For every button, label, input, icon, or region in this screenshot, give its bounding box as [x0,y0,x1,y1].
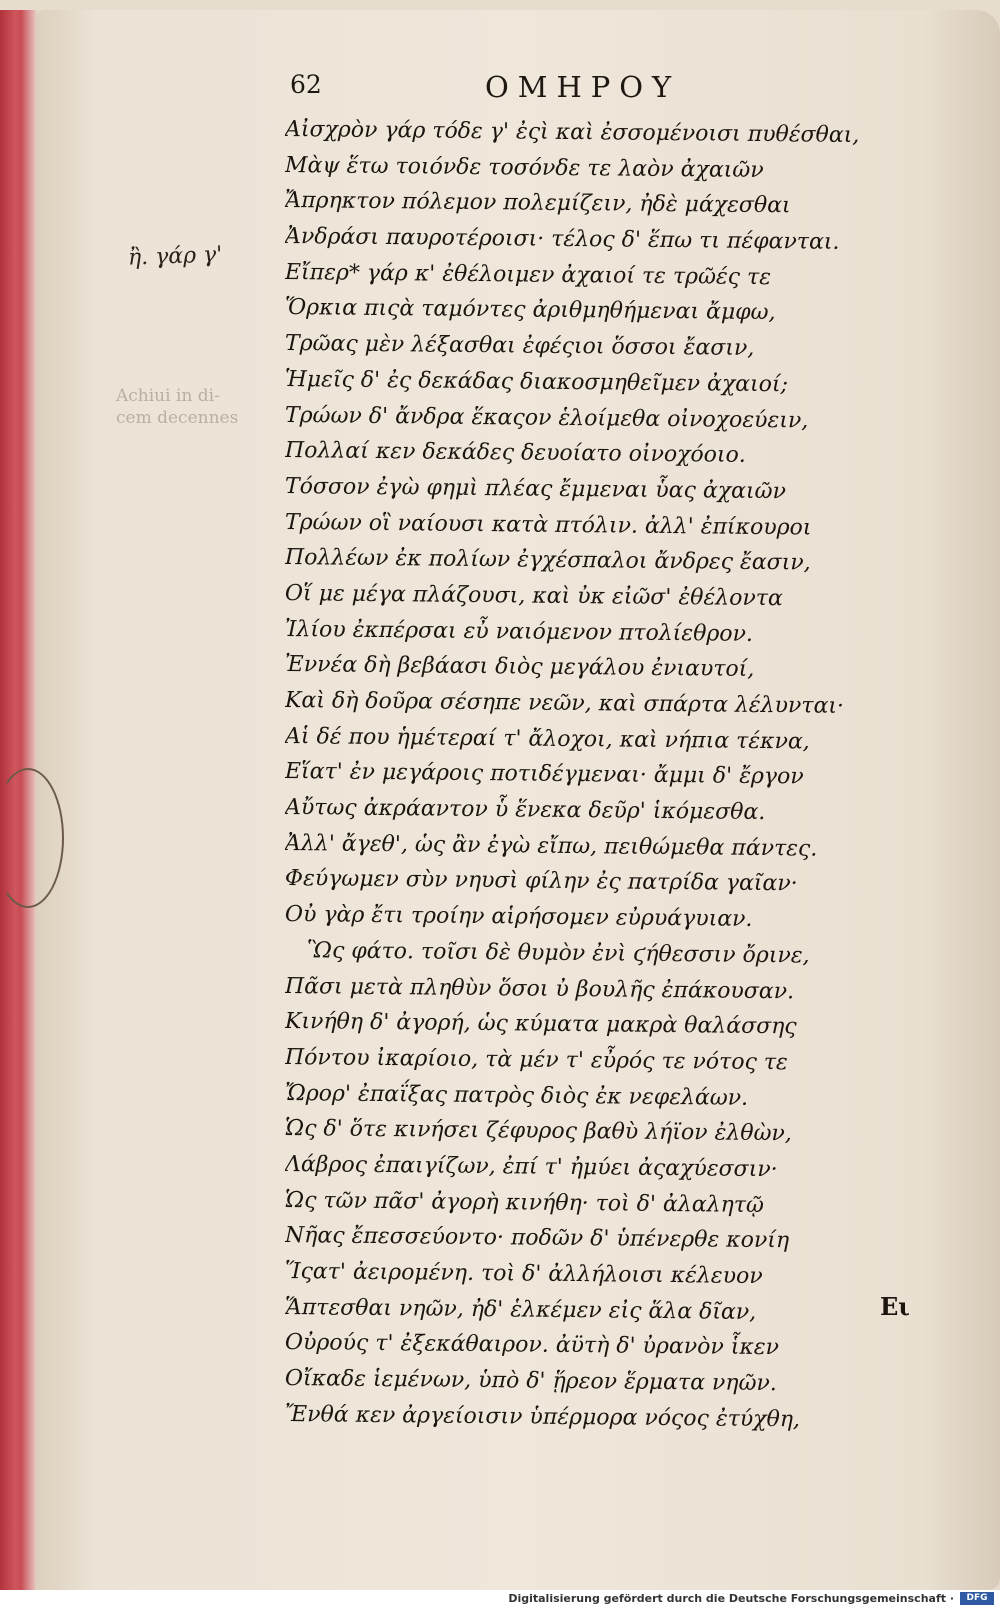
footer-bar [0,1590,1000,1610]
poem-line: Πόντου ἰκαρίοιο, τὰ μέν τ' εὖρός τε νότος τε [284,1044,788,1076]
poem-line: Πολλέων ἐκ πολίων ἐγχέσπαλοι ἄνδρες ἔασιν, [284,545,811,576]
poem-line: Ἐννέα δὴ βεβάασι διὸς μεγάλου ἐνιαυτοί, [284,652,755,683]
poem-line: Φεύγωμεν σὺν νηυσὶ φίλην ἐς πατρίδα γαῖαν· [284,866,798,897]
poem-line: Καὶ δὴ δοῦρα σέσηπε νεῶν, καὶ σπάρτα λέλυνται· [284,688,845,719]
poem-line: Ἵςατ' ἀειρομένη. τοὶ δ' ἀλλήλοισι κέλευον [284,1259,763,1290]
poem-line: Λάβρος ἐπαιγίζων, ἐπί τ' ἠμύει ἀςαχύεσσιν· [284,1151,778,1183]
poem-line: Τόσσον ἐγὼ φημὶ πλέας ἔμμεναι ὗας ἀχαιῶν [284,473,787,505]
poem-line: Νῆας ἔπεσσεύοντο· ποδῶν δ' ὑπένερθε κονίη [284,1223,790,1254]
poem-line: Αἱ δέ που ἡμέτεραί τ' ἄλοχοι, καὶ νήπια τέκνα, [284,723,810,755]
page-number: 62 [290,70,322,99]
poem-line: Οἴκαδε ἱεμένων, ὑπὸ δ' ᾕρεον ἕρματα νηῶν. [284,1366,777,1397]
poem-line: Ὡς δ' ὅτε κινήσει ζέφυρος βαθὺ λήϊον ἐλθὼν, [284,1116,792,1147]
bleed-through-text [116,385,276,429]
poem-line: Ὤρορ' ἐπαΐξας πατρὸς διὸς ἐκ νεφελάων. [284,1080,749,1111]
poem-line: Τρῶας μὲν λέξασθαι ἐφέςιοι ὅσσοι ἔασιν, [284,331,755,362]
poem-line: Οὐρούς τ' ἐξεκάθαιρον. ἀϋτὴ δ' ὐρανὸν ἷκεν [284,1330,780,1361]
catchword: Ει [880,1292,910,1321]
poem-line: Εἴπερ* γάρ κ' ἐθέλοιμεν ἀχαιοί τε τρῶές τε [284,259,772,290]
poem-line: Πᾶσι μετὰ πληθὺν ὅσοι ὐ βουλῆς ἐπάκουσαν. [284,973,795,1004]
bleed-line: cem decennes [116,408,239,428]
running-head [290,70,740,110]
bleed-line: Achiui in di- [116,386,220,406]
poem-line: Τρώων οἳ ναίουσι κατὰ πτόλιν. ἀλλ' ἐπίκουροι [284,509,812,541]
poem-line: Ὅρκια πιςὰ ταμόντες ἀριθμηθήμεναι ἄμφω, [284,295,776,326]
poem-line: Ἄπρηκτον πόλεμον πολεμίζειν, ἠδὲ μάχεσθαι [284,188,791,219]
poem-text [285,112,885,1432]
poem-line: Ἀνδράσι παυροτέροισι· τέλος δ' ἕπω τι πέφανται. [284,224,840,255]
poem-line: Εἵατ' ἐν μεγάροις ποτιδέγμεναι· ἄμμι δ' ἔργον [284,759,804,790]
poem-line: Αἰσχρὸν γάρ τόδε γ' ἐςὶ καὶ ἐσσομένοισι πυθέσθαι, [284,117,860,149]
poem-line: Μὰψ ἕτω τοιόνδε τοσόνδε τε λαὸν ἀχαιῶν [284,152,764,183]
poem-line: Οἵ με μέγα πλάζουσι, καὶ ὐκ εἰῶσ' ἐθέλοντα [284,580,783,612]
poem-line: Τρώων δ' ἄνδρα ἕκαςον ἑλοίμεθα οἰνοχοεύειν, [284,402,809,433]
dfg-logo: DFG [960,1592,994,1605]
poem-line: Ἀλλ' ἄγεθ', ὡς ἂν ἐγὼ εἴπω, πειθώμεθα πάντες. [284,830,818,862]
running-title: ΟΜΗΡΟΥ [485,70,681,104]
poem-line: Ἰλίου ἐκπέρσαι εὖ ναιόμενον πτολίεθρον. [284,616,754,647]
poem-line: Οὐ γὰρ ἔτι τροίην αἱρήσομεν εὐρυάγυιαν. [284,902,753,933]
poem-line: Ἡμεῖς δ' ἐς δεκάδας διακοσμηθεῖμεν ἀχαιοί; [284,366,789,398]
poem-line: Ὣς φάτο. τοῖσι δὲ θυμὸν ἐνὶ ϛήθεσσιν ὄρινε, [306,938,810,969]
poem-line: Κινήθη δ' ἀγορή, ὡς κύματα μακρὰ θαλάσσης [284,1009,797,1040]
margin-note: ἢ. γάρ γ' [127,242,223,271]
poem-line: Ἅπτεσθαι νηῶν, ἠδ' ἑλκέμεν εἰς ἅλα δῖαν, [284,1294,757,1325]
poem-line: Πολλαί κεν δεκάδες δευοίατο οἰνοχόοιο. [284,438,746,469]
poem-line: Αὔτως ἀκράαντον ὗ ἕνεκα δεῦρ' ἱκόμεσθα. [284,795,766,826]
footer-credit: Digitalisierung gefördert durch die Deutsche Forschungsgemeinschaft · [508,1592,954,1605]
poem-line: Ὡς τῶν πᾶσ' ἀγορὴ κινήθη· τοὶ δ' ἀλαλητῷ [284,1187,765,1218]
poem-line: Ἔνθά κεν ἀργείοισιν ὑπέρμορα νόςος ἐτύχθη, [284,1401,801,1433]
